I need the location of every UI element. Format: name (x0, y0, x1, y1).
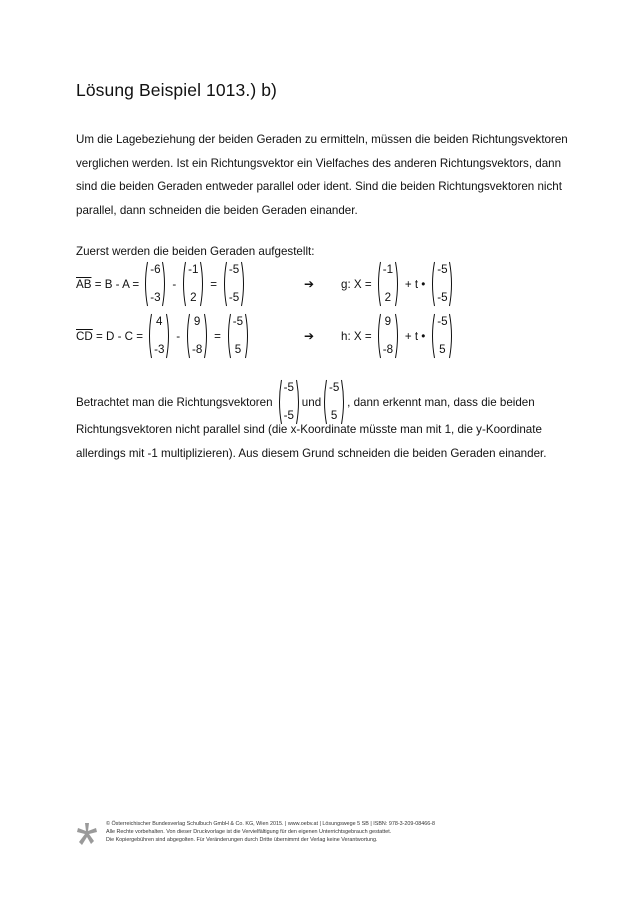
und-word: und (301, 395, 322, 409)
intro-paragraph: Um die Lagebeziehung der beiden Geraden zu ermitteln, müssen die beiden Richtungsvektoren verglichen werden. Ist ein Richtungsvektor ein Vielfaches des anderen Richtungsvektors, dann sind die beiden Geraden entweder parallel oder ident. Sind die beiden Richtungsvektoren nicht parallel, dann schneiden die beiden Geraden einander. (76, 133, 568, 217)
setup-heading: Zuerst werden die beiden Geraden aufgestellt: (76, 245, 315, 258)
footer-rights: Alle Rechte vorbehalten. Von dieser Druckvorlage ist die Vervielfältigung für den eigenen Unterrichtsgebrauch gestattet. (106, 829, 392, 835)
ab-expression: = B - A = (94, 277, 140, 291)
vector-g-direction: -5 -5 (430, 261, 454, 307)
vector-g-point: -1 2 (376, 261, 400, 307)
equals-sign: = (210, 277, 218, 291)
minus-sign: - (176, 329, 181, 343)
line-h-equation (341, 310, 455, 362)
direction-vector-g: -5 -5 (277, 379, 301, 425)
publisher-footer (76, 820, 596, 850)
line-h-label: h: X = (341, 329, 372, 343)
vector-h-direction: -5 5 (430, 313, 454, 359)
vector-a2: -1 2 (181, 261, 205, 307)
vector-b3: -5 5 (226, 313, 250, 359)
plus-t: + t • (404, 277, 426, 291)
line-g-label: g: X = (341, 277, 372, 291)
vector-b2: 9 -8 (185, 313, 209, 359)
cd-expression: = D - C = (95, 329, 144, 343)
comparison-suffix: , dann erkennt man, dass die beiden (347, 395, 535, 409)
page-title: Lösung Beispiel 1013.) b) (76, 80, 277, 100)
conclusion-paragraph: Richtungsvektoren nicht parallel sind (die x-Koordinate müsste man mit 1, die y-Koordinate allerdings mit -1 multiplizieren). Aus diesem Grund schneiden die beiden Geraden einander. (76, 423, 547, 460)
vector-a3: -5 -5 (222, 261, 246, 307)
vector-cd-label: $\overline{CD}$ (76, 329, 93, 343)
cd-direction-calc (76, 310, 251, 362)
footer-copyright: © Österreichischer Bundesverlag Schulbuch GmbH & Co. KG, Wien 2015. | www.oebv.at | Lösungswege 5 SB | ISBN: 978-3-209-08466-8 (106, 821, 435, 827)
equals-sign: = (214, 329, 221, 343)
vector-h-point: 9 -8 (376, 313, 400, 359)
vector-a1: -6 -3 (143, 261, 167, 307)
arrow-icon: ➔ (304, 329, 315, 343)
footer-text (106, 820, 606, 844)
line-g-equation (341, 258, 455, 310)
direction-vector-h: -5 5 (322, 379, 346, 425)
vector-b1: 4 -3 (147, 313, 171, 359)
arrow-icon: ➔ (304, 277, 315, 291)
footer-disclaimer: Die Kopiergebühren sind abgegolten. Für Veränderungen durch Dritte übernimmt der Verlag keine Verantwortung. (106, 837, 378, 843)
ab-direction-calc (76, 258, 247, 310)
plus-t: + t • (404, 329, 426, 343)
vector-ab-label: $\overline{AB}$ (76, 277, 92, 291)
minus-sign: - (172, 277, 177, 291)
comparison-prefix: Betrachtet man die Richtungsvektoren (76, 395, 273, 409)
publisher-logo-icon (76, 822, 98, 848)
